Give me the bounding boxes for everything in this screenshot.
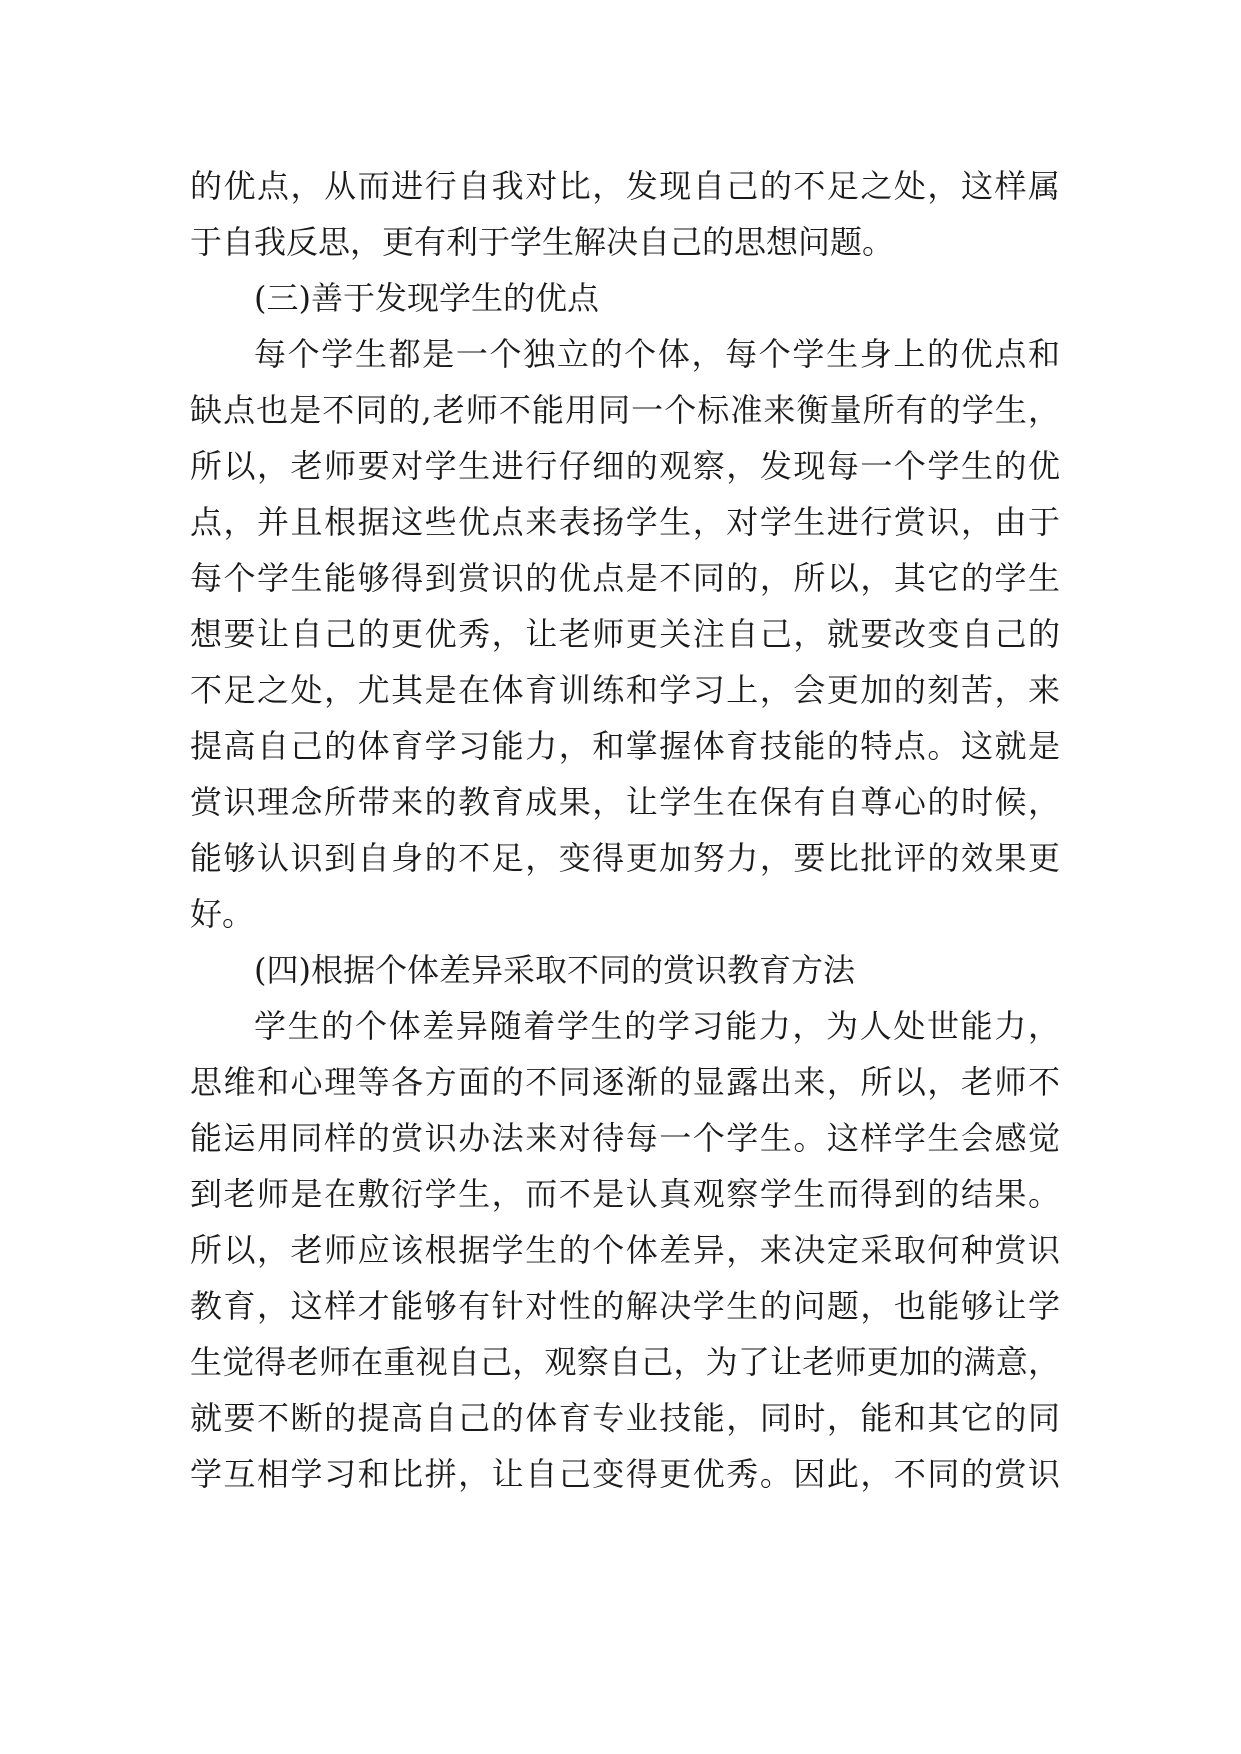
- text-line: 不足之处，尤其是在体育训练和学习上，会更加的刻苦，来: [190, 671, 1060, 709]
- text-line: 赏识理念所带来的教育成果，让学生在保有自尊心的时候，: [190, 783, 1060, 821]
- text-line: 到老师是在敷衍学生，而不是认真观察学生而得到的结果。: [190, 1175, 1060, 1213]
- text-line: 教育，这样才能够有针对性的解决学生的问题，也能够让学: [190, 1287, 1060, 1325]
- text-line: 想要让自己的更优秀，让老师更关注自己，就要改变自己的: [190, 615, 1060, 653]
- text-line: 于自我反思，更有利于学生解决自己的思想问题。: [190, 223, 895, 261]
- section-heading: (四)根据个体差异采取不同的赏识教育方法: [254, 951, 855, 989]
- text-line: 所以，老师应该根据学生的个体差异，来决定采取何种赏识: [190, 1231, 1060, 1269]
- text-line: 所以，老师要对学生进行仔细的观察，发现每一个学生的优: [190, 447, 1060, 485]
- text-line: 思维和心理等各方面的不同逐渐的显露出来，所以，老师不: [190, 1063, 1060, 1101]
- text-line: 的优点，从而进行自我对比，发现自己的不足之处，这样属: [190, 167, 1060, 205]
- text-line: 每个学生都是一个独立的个体，每个学生身上的优点和: [254, 335, 1060, 373]
- text-line: 能运用同样的赏识办法来对待每一个学生。这样学生会感觉: [190, 1119, 1060, 1157]
- text-line: 每个学生能够得到赏识的优点是不同的，所以，其它的学生: [190, 559, 1060, 597]
- section-heading: (三)善于发现学生的优点: [254, 279, 599, 317]
- text-line: 提高自己的体育学习能力，和掌握体育技能的特点。这就是: [190, 727, 1060, 765]
- text-line: 缺点也是不同的,老师不能用同一个标准来衡量所有的学生，: [190, 391, 1060, 429]
- text-line: 就要不断的提高自己的体育专业技能，同时，能和其它的同: [190, 1399, 1060, 1437]
- text-line: 好。: [190, 895, 255, 933]
- text-line: 生觉得老师在重视自己，观察自己，为了让老师更加的满意，: [190, 1343, 1060, 1381]
- text-line: 学生的个体差异随着学生的学习能力，为人处世能力，: [254, 1007, 1060, 1045]
- text-line: 学互相学习和比拼，让自己变得更优秀。因此，不同的赏识: [190, 1455, 1060, 1493]
- text-line: 点，并且根据这些优点来表扬学生，对学生进行赏识，由于: [190, 503, 1060, 541]
- text-line: 能够认识到自身的不足，变得更加努力，要比批评的效果更: [190, 839, 1060, 877]
